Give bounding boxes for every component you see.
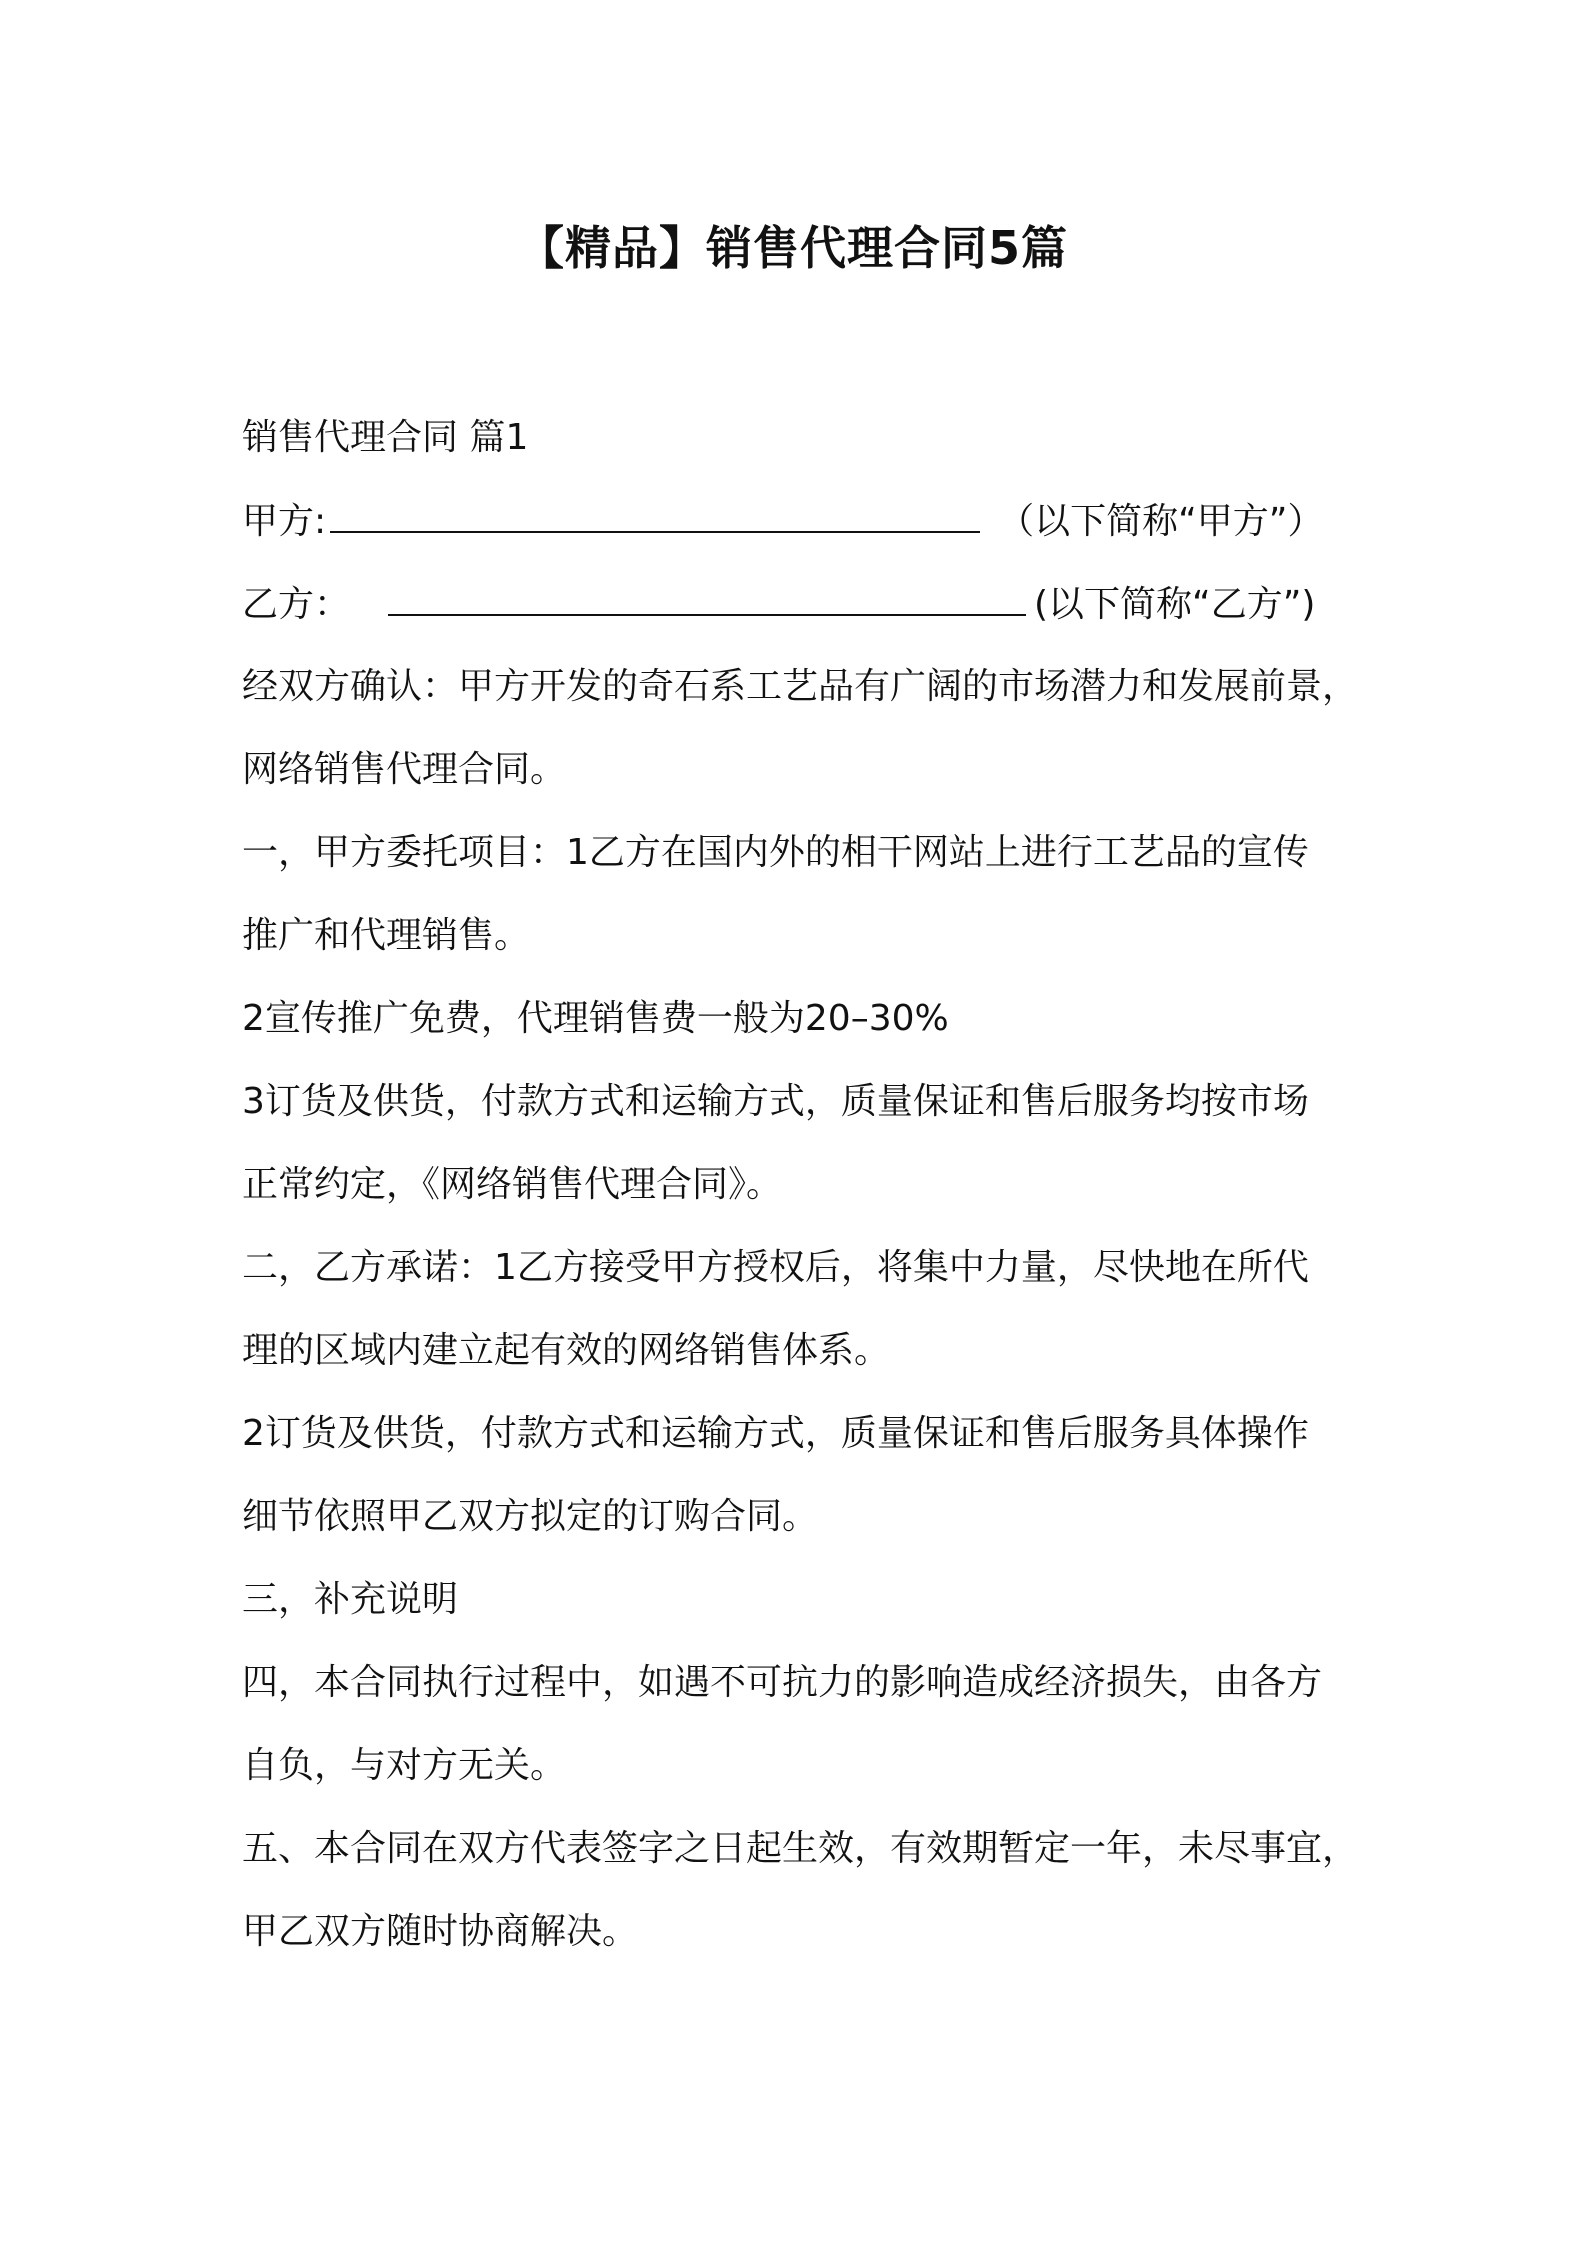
paragraph-line: 二，乙方承诺：1乙方接受甲方授权后，将集中力量，尽快地在所代 <box>242 1247 1309 1288</box>
paragraph-line: 网络销售代理合同。 <box>242 749 567 790</box>
paragraph-line: 自负，与对方无关。 <box>242 1745 567 1786</box>
paragraph-line: 3订货及供货，付款方式和运输方式，质量保证和售后服务均按市场 <box>242 1081 1309 1122</box>
party-b-label: 乙方： <box>242 584 351 625</box>
document-body <box>242 408 1362 1985</box>
paragraph-line: 理的区域内建立起有效的网络销售体系。 <box>242 1330 891 1371</box>
paragraph-line: 五、本合同在双方代表签字之日起生效，有效期暂定一年，未尽事宜， <box>242 1828 1359 1869</box>
paragraph-line: 四，本合同执行过程中，如遇不可抗力的影响造成经济损失，由各方 <box>242 1662 1323 1703</box>
paragraph-line: 推广和代理销售。 <box>242 915 531 956</box>
party-a-suffix: （以下简称“甲方”） <box>998 501 1324 542</box>
party-b-blank <box>388 574 1026 616</box>
party-a-label: 甲方: <box>242 501 327 542</box>
party-a-line <box>242 491 1362 574</box>
document-title: 【精品】销售代理合同5篇 <box>517 221 1068 275</box>
paragraph-line: 一，甲方委托项目：1乙方在国内外的相干网站上进行工艺品的宣传 <box>242 832 1309 873</box>
paragraph-line: 三，补充说明 <box>242 1579 459 1620</box>
paragraph-line: 甲乙双方随时协商解决。 <box>242 1911 639 1952</box>
paragraph-line: 正常约定，《网络销售代理合同》。 <box>242 1164 783 1205</box>
section-heading: 销售代理合同 篇1 <box>242 417 529 458</box>
paragraph-line: 2订货及供货，付款方式和运输方式，质量保证和售后服务具体操作 <box>242 1413 1309 1454</box>
paragraph-line: 经双方确认：甲方开发的奇石系工艺品有广阔的市场潜力和发展前景， <box>242 666 1359 707</box>
party-b-line <box>242 574 1362 657</box>
party-b-suffix: (以下简称“乙方”) <box>1034 584 1316 625</box>
paragraph-line: 2宣传推广免费，代理销售费一般为20–30% <box>242 998 949 1039</box>
paragraph-line: 细节依照甲乙双方拟定的订购合同。 <box>242 1496 819 1537</box>
party-a-blank <box>330 491 980 533</box>
